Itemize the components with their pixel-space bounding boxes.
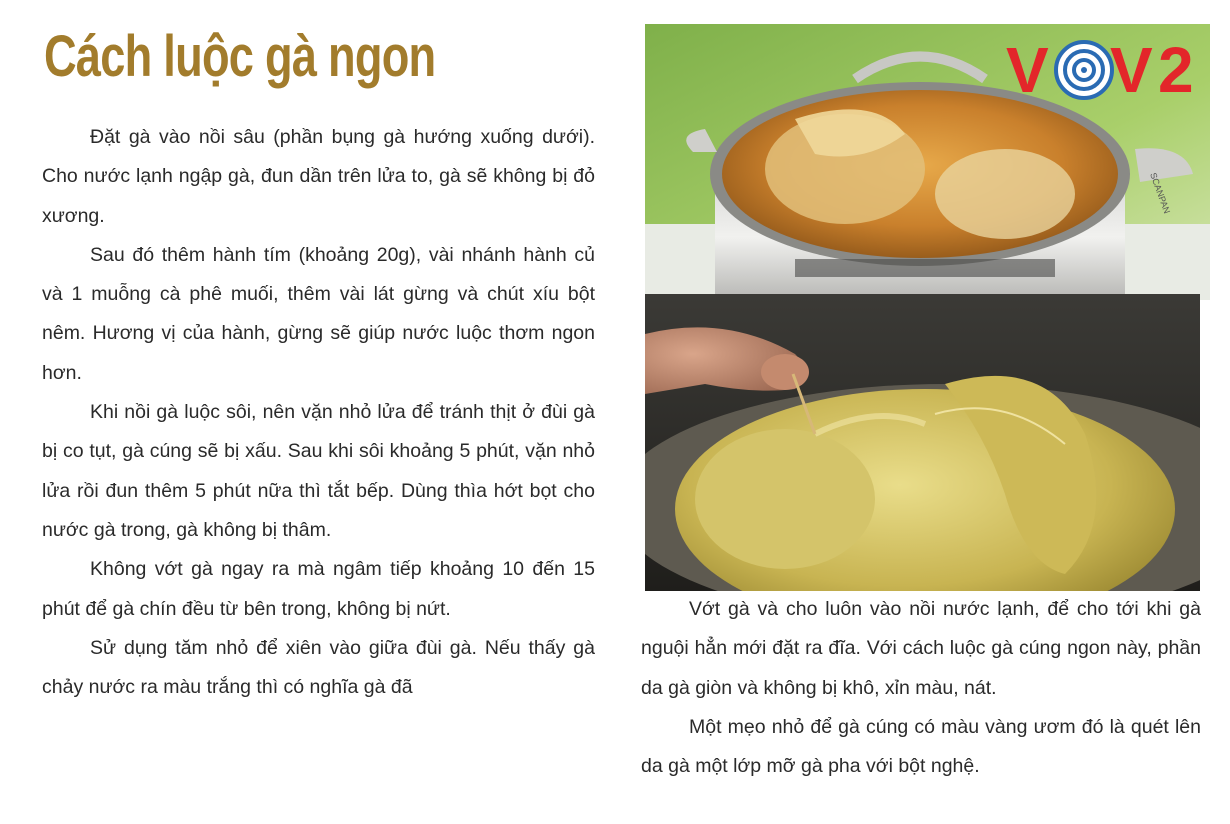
paragraph-1: Đặt gà vào nồi sâu (phần bụng gà hướng xuống dưới). Cho nước lạnh ngập gà, đun dần trên lửa to, gà sẽ không bị đỏ xương. [42,126,595,227]
logo-letter-v1: V [1006,34,1049,102]
paragraph-7: Một mẹo nhỏ để gà cúng có màu vàng ươm đó là quét lên da gà một lớp mỡ gà pha với bột nghệ. [641,715,1201,778]
paragraph-4: Không vớt gà ngay ra mà ngâm tiếp khoảng 10 đến 15 phút để gà chín đều từ bên trong, không bị nứt. [42,558,595,620]
paragraph-6: Vớt gà và cho luôn vào nồi nước lạnh, để cho tới khi gà nguội hẳn mới đặt ra đĩa. Với cách luộc gà cúng ngon này, phần da gà giòn và không bị khô, xỉn màu, nát. [641,598,1201,699]
left-column [42,118,595,707]
paragraph-5: Sử dụng tăm nhỏ để xiên vào giữa đùi gà. Nếu thấy gà chảy nước ra màu trắng thì có nghĩa gà đã [42,636,595,699]
article-title: Cách luộc gà ngon [44,24,436,89]
paragraph-3: Khi nồi gà luộc sôi, nên vặn nhỏ lửa để tránh thịt ở đùi gà bị co tụt, gà cúng sẽ bị xấu. Sau khi sôi khoảng 5 phút, vặn nhỏ lửa rồi đun thêm 5 phút nữa thì tắt bếp. Dùng thìa hớt bọt cho nước gà trong, gà không bị thâm. [42,401,595,541]
pot-brand-label: SCANPAN [1148,171,1173,215]
right-column [641,590,1201,786]
logo-digit-2: 2 [1158,34,1194,102]
logo-letter-v2: V [1110,34,1153,102]
logo-globe-icon [1056,42,1112,98]
photo-chicken-toothpick [645,294,1200,591]
vov2-logo [1006,30,1206,102]
paragraph-2: Sau đó thêm hành tím (khoảng 20g), vài nhánh hành củ và 1 muỗng cà phê muối, thêm vài lát gừng và chút xíu bột nêm. Hương vị của hành, gừng sẽ giúp nước luộc thơm ngon hơn. [42,243,595,384]
